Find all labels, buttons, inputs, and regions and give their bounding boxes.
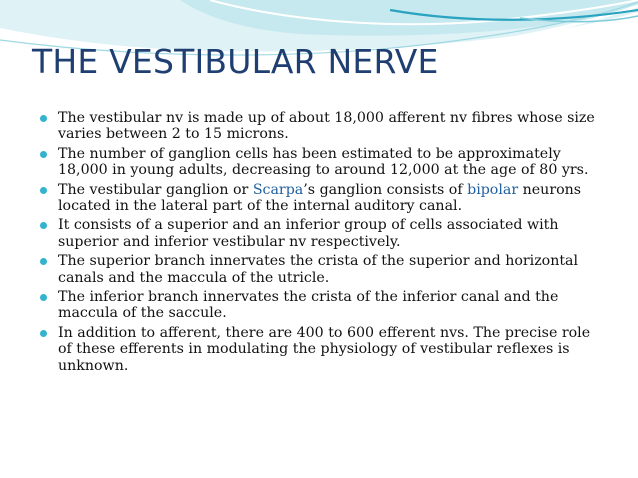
bullet-text: It consists of a superior and an inferior group of cells associated with superior and inferior vestibular nv respectively. bbox=[58, 217, 559, 250]
bullet-item bbox=[40, 110, 600, 143]
highlight-bipolar: bipolar bbox=[467, 181, 519, 198]
bullet-item bbox=[40, 146, 600, 179]
bullet-marker-icon bbox=[40, 330, 47, 337]
bullet-marker-icon bbox=[40, 222, 47, 229]
bullet-item bbox=[40, 253, 600, 286]
bullet-text: In addition to afferent, there are 400 to 600 efferent nvs. The precise role of these efferents in modulating the physiology of vestibular reflexes is unknown. bbox=[58, 324, 591, 374]
bullet-item bbox=[40, 289, 600, 322]
bullet-text-pre: The vestibular ganglion or bbox=[58, 181, 253, 198]
bullet-marker-icon bbox=[40, 151, 47, 158]
bullet-item bbox=[40, 217, 600, 250]
bullet-list bbox=[40, 110, 600, 377]
bullet-text: The vestibular nv is made up of about 18,000 afferent nv fibres whose size varies between 2 to 15 microns. bbox=[58, 110, 595, 143]
bullet-marker-icon bbox=[40, 187, 47, 194]
bullet-item bbox=[40, 325, 600, 374]
bullet-marker-icon bbox=[40, 258, 47, 265]
bullet-item bbox=[40, 182, 600, 215]
bullet-text: The superior branch innervates the crista of the superior and horizontal canals and the maccula of the utricle. bbox=[58, 253, 579, 286]
bullet-text: The number of ganglion cells has been estimated to be approximately 18,000 in young adults, decreasing to around 12,000 at the age of 80 yrs. bbox=[58, 145, 589, 179]
bullet-text-mid: ’s ganglion consists of bbox=[303, 181, 468, 198]
bullet-text-post: neurons located in the lateral part of the internal auditory canal. bbox=[58, 181, 582, 215]
bullet-marker-icon bbox=[40, 294, 47, 301]
bullet-text: The inferior branch innervates the crista of the inferior canal and the maccula of the saccule. bbox=[58, 289, 559, 322]
slide-title: THE VESTIBULAR NERVE bbox=[32, 42, 439, 81]
bullet-marker-icon bbox=[40, 115, 47, 122]
highlight-scarpa: Scarpa bbox=[252, 181, 304, 198]
